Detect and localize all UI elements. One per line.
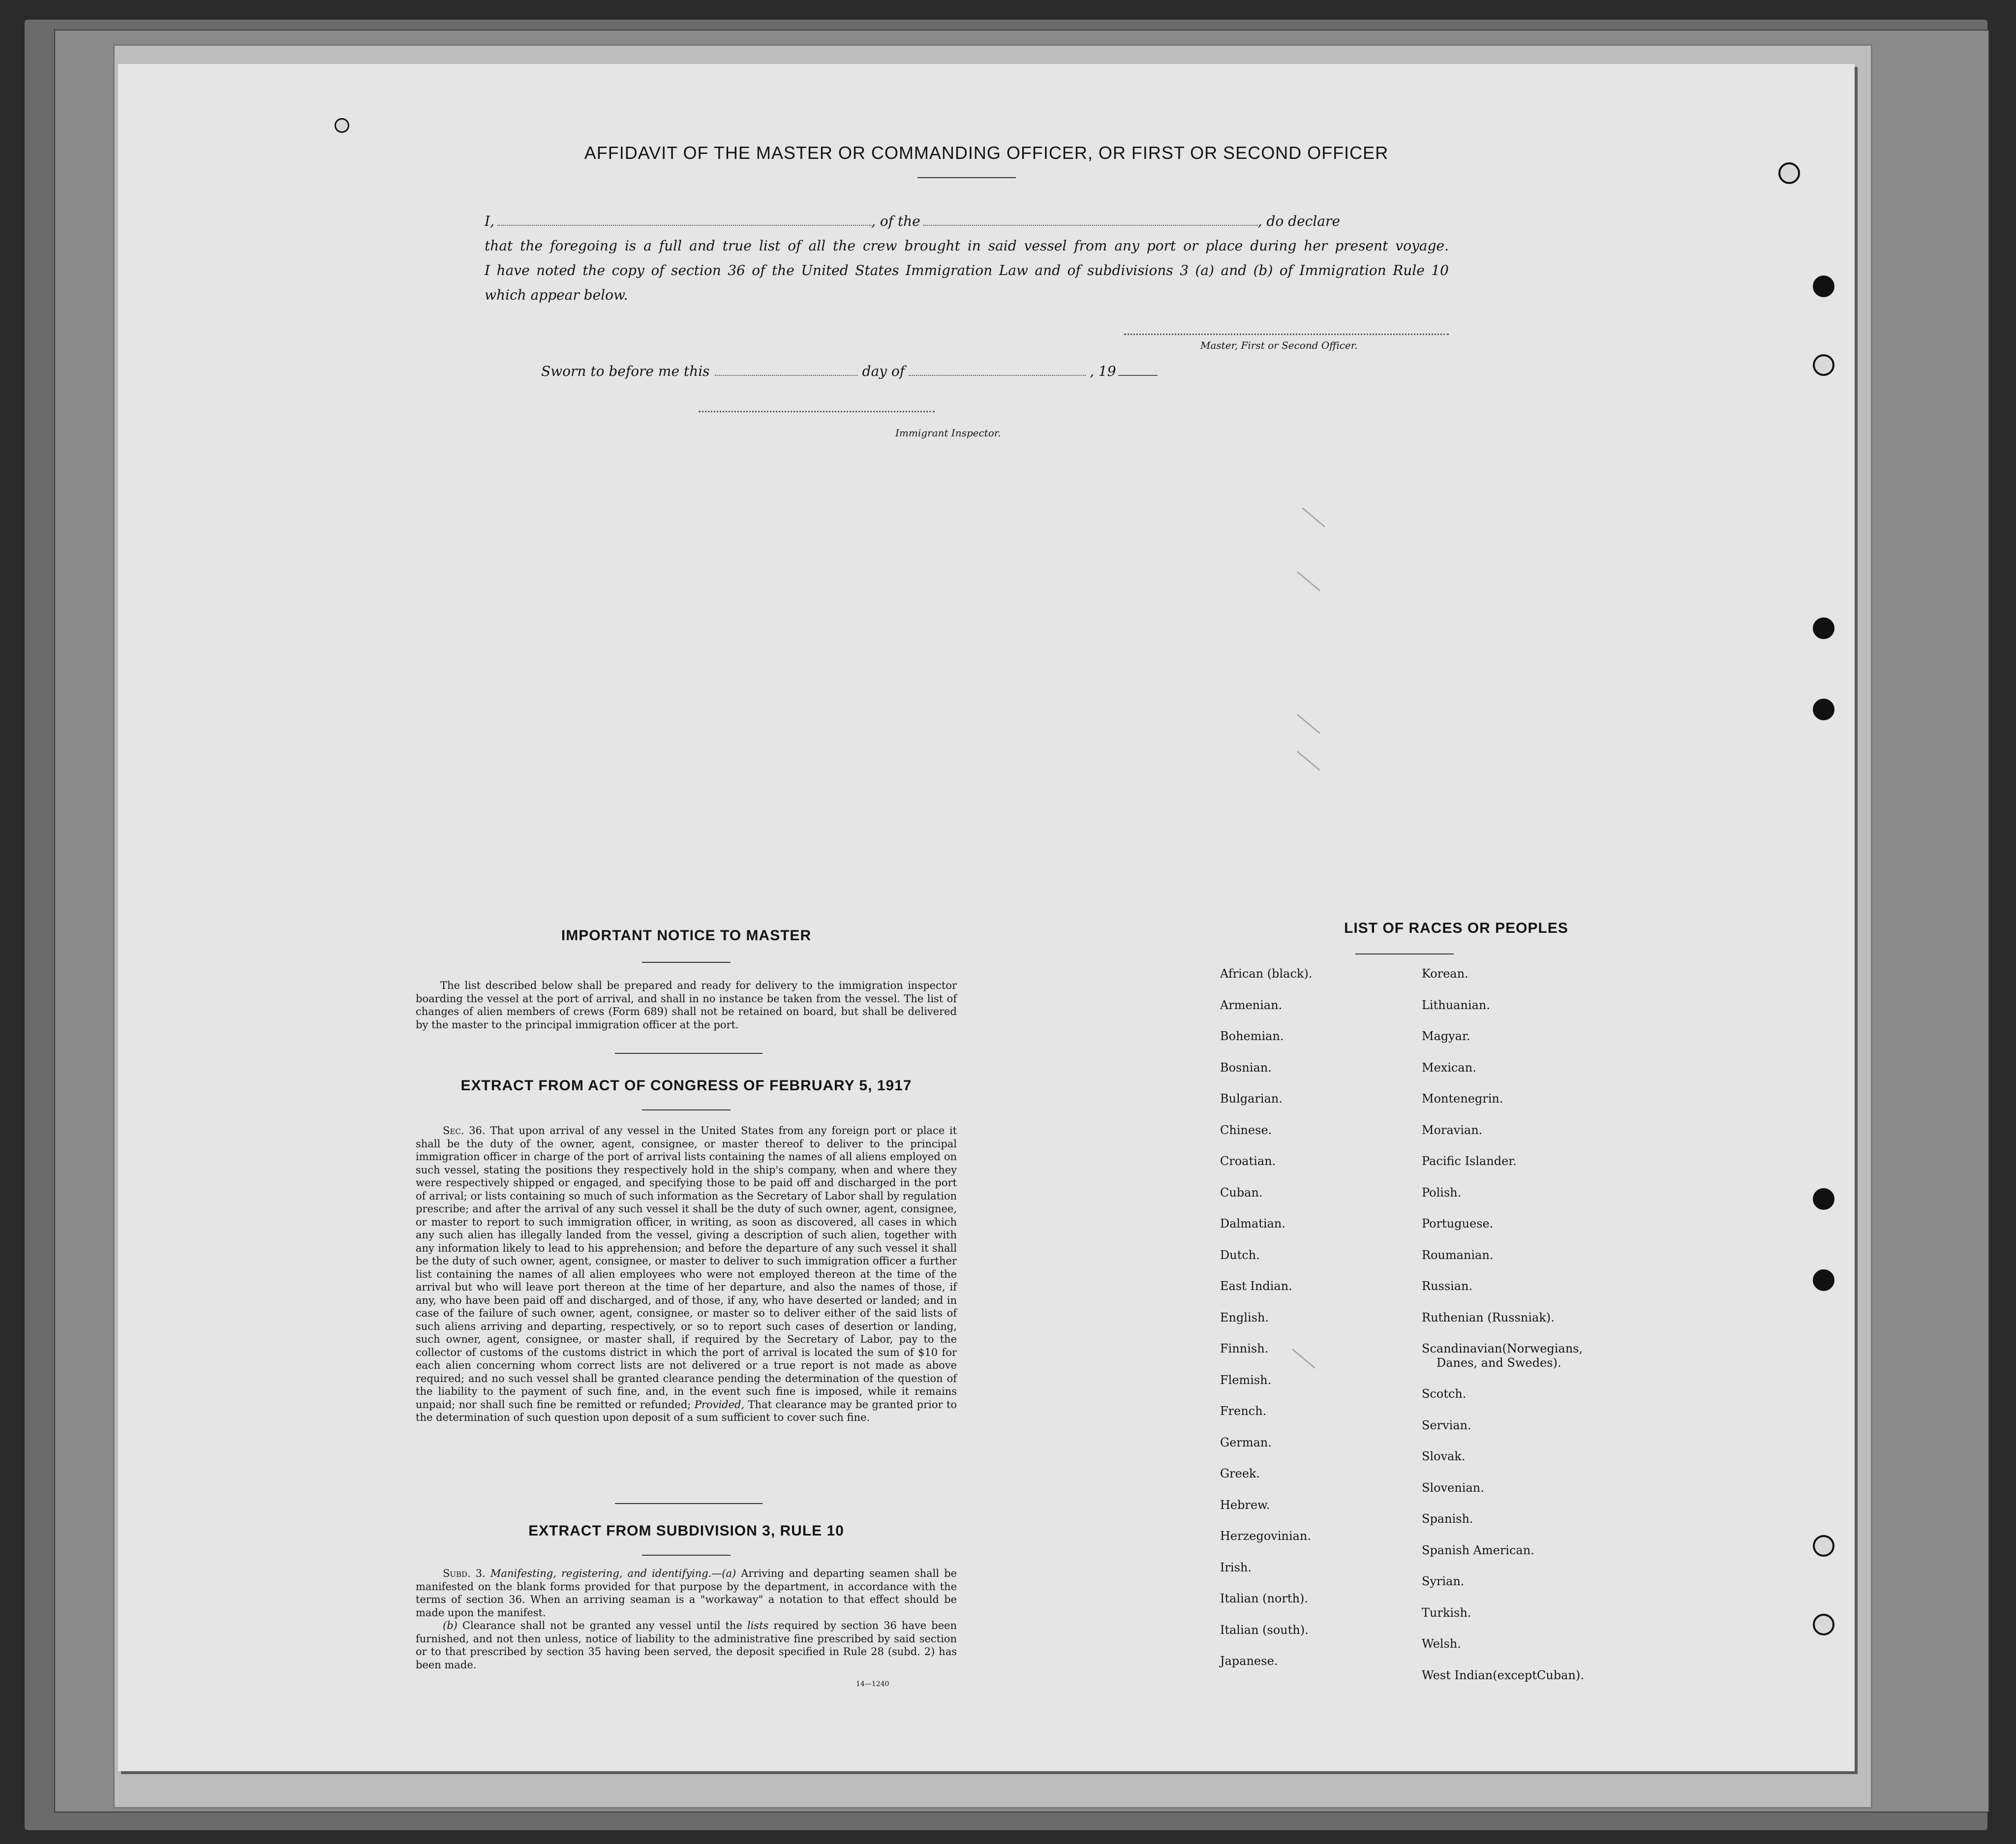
- binder-hole-icon: [1813, 354, 1834, 376]
- binder-hole-icon: [1813, 699, 1834, 720]
- master-signature-line: [1124, 334, 1449, 335]
- act-body-end: That clearance may be granted prior to the determination of such question upon deposit of a sum sufficient to cover such fine.: [416, 1398, 957, 1423]
- race-item: Italian (south).: [1220, 1623, 1309, 1637]
- subd-heading: Manifesting, registering, and identifying.—(a): [490, 1567, 736, 1579]
- race-item: Russian.: [1422, 1279, 1473, 1293]
- race-item: Irish.: [1220, 1560, 1252, 1574]
- race-item: Hebrew.: [1220, 1498, 1270, 1512]
- title-underline: [917, 177, 1016, 178]
- race-item: Ruthenian (Russniak).: [1422, 1310, 1555, 1324]
- race-item: Flemish.: [1220, 1373, 1272, 1387]
- race-item: Bulgarian.: [1220, 1092, 1283, 1106]
- bleed-mark: [1297, 714, 1320, 734]
- race-item: West Indian(exceptCuban).: [1422, 1668, 1584, 1682]
- race-item: Korean.: [1422, 967, 1468, 981]
- race-item: Welsh.: [1422, 1637, 1461, 1651]
- race-item: Turkish.: [1422, 1605, 1471, 1620]
- act-underline: [642, 1109, 731, 1110]
- para-b-2: required by section 36 have been furnished, and not then unless, notice of liability to the administrative fine prescribed by said section or to that prescribed by section 35 having been served, the deposit specified in Rule 28 (subd. 2) has been made.: [416, 1620, 957, 1671]
- provided-label: Provided,: [694, 1398, 745, 1411]
- race-item: East Indian.: [1220, 1279, 1292, 1293]
- race-item: Japanese.: [1220, 1654, 1278, 1668]
- race-item: Herzegovinian.: [1220, 1529, 1312, 1543]
- race-item: Spanish.: [1422, 1512, 1473, 1526]
- race-item: Scotch.: [1422, 1387, 1466, 1401]
- race-item: Scandinavian(Norwegians,: [1422, 1342, 1583, 1355]
- binder-hole-icon: [1813, 1188, 1834, 1210]
- race-item: Syrian.: [1422, 1574, 1465, 1589]
- binder-hole-icon: [1778, 162, 1800, 184]
- binder-hole-icon: [1813, 617, 1834, 639]
- para-b-lists: lists: [747, 1620, 769, 1631]
- rule-underline: [642, 1555, 731, 1556]
- race-item: Dalmatian.: [1220, 1217, 1286, 1230]
- sworn-prefix: Sworn to before me this: [541, 363, 710, 379]
- race-item: Servian.: [1422, 1418, 1471, 1432]
- race-item: African (black).: [1220, 967, 1313, 981]
- para-b-label: (b): [443, 1620, 458, 1631]
- inspector-caption: Immigrant Inspector.: [895, 427, 1001, 439]
- sworn-day-of: day of: [862, 363, 905, 379]
- rule-extract-text: [416, 1567, 957, 1671]
- race-item: Mexican.: [1422, 1060, 1476, 1075]
- race-item: Roumanian.: [1422, 1248, 1494, 1262]
- subd-label: Subd. 3.: [443, 1567, 486, 1579]
- subd-paragraph-a: [416, 1567, 957, 1619]
- race-item: German.: [1220, 1435, 1272, 1449]
- bleed-mark: [1297, 571, 1320, 591]
- affidavit-of-the: , of the: [871, 213, 920, 229]
- affidavit-i: I,: [485, 213, 494, 229]
- rule-extract-title: EXTRACT FROM SUBDIVISION 3, RULE 10: [528, 1523, 844, 1539]
- bleed-mark: [1292, 1349, 1315, 1369]
- document-page: [118, 64, 1855, 1771]
- race-item: Lithuanian.: [1422, 998, 1491, 1012]
- race-item: Magyar.: [1422, 1029, 1470, 1043]
- vessel-blank: [923, 225, 1258, 226]
- race-item: Dutch.: [1220, 1248, 1260, 1262]
- affidavit-line3: I have noted the copy of section 36 of the United States Immigration Law and of subdivisions 3 (a) and (b) of Immigration Rule 10: [485, 262, 1449, 278]
- master-caption: Master, First or Second Officer.: [1200, 339, 1358, 351]
- affidavit-line2: that the foregoing is a full and true list of all the crew brought in said vessel from any port or place during her present voyage.: [485, 238, 1449, 254]
- sworn-line: [541, 359, 1158, 384]
- subd-paragraph-b: [416, 1619, 957, 1671]
- races-underline: [1355, 953, 1454, 954]
- binder-hole-icon: [335, 118, 349, 133]
- sworn-year: , 19: [1090, 363, 1116, 379]
- race-item: English.: [1220, 1310, 1269, 1324]
- notice-title: IMPORTANT NOTICE TO MASTER: [561, 927, 812, 944]
- binder-hole-icon: [1813, 276, 1834, 297]
- para-a: Arriving and departing seamen shall be manifested on the blank forms provided for that purpose by the department, in accordance with the terms of section 36. When an arriving seaman is a "workaway" a notation to that effect should be made upon the manifest.: [416, 1567, 957, 1619]
- sworn-year-blank: [1118, 375, 1158, 376]
- race-item: Greek.: [1220, 1467, 1260, 1480]
- form-number: 14—1240: [856, 1680, 889, 1688]
- para-b-1: Clearance shall not be granted any vessel until the: [462, 1620, 742, 1631]
- race-item: Spanish American.: [1422, 1543, 1534, 1557]
- race-item: Bohemian.: [1220, 1029, 1284, 1043]
- race-item: Slovenian.: [1422, 1480, 1484, 1495]
- race-item: Bosnian.: [1220, 1060, 1272, 1075]
- race-item: Cuban.: [1220, 1185, 1263, 1199]
- race-item: Croatian.: [1220, 1154, 1276, 1168]
- race-item: Pacific Islander.: [1422, 1154, 1517, 1168]
- section-divider: [615, 1503, 763, 1504]
- race-item: Armenian.: [1220, 998, 1283, 1012]
- affidavit-line4: which appear below.: [485, 287, 628, 303]
- race-item: Slovak.: [1422, 1449, 1466, 1464]
- act-extract-text: [416, 1124, 957, 1424]
- inspector-signature-line: [699, 411, 935, 412]
- section-divider: [615, 1053, 763, 1054]
- sworn-month-blank: [909, 375, 1086, 376]
- name-blank: [497, 225, 871, 226]
- bleed-mark: [1302, 507, 1325, 527]
- notice-underline: [642, 962, 731, 963]
- race-item: French.: [1220, 1404, 1267, 1418]
- affidavit-line1: [485, 209, 1340, 234]
- binder-hole-icon: [1813, 1269, 1834, 1291]
- races-title: LIST OF RACES OR PEOPLES: [1344, 920, 1568, 936]
- sworn-day-blank: [715, 375, 857, 376]
- race-item: Danes, and Swedes).: [1436, 1355, 1561, 1370]
- race-item: Portuguese.: [1422, 1217, 1494, 1230]
- affidavit-do-declare: , do declare: [1257, 213, 1341, 229]
- bleed-mark: [1297, 751, 1320, 771]
- sec-label: Sec. 36.: [443, 1125, 486, 1137]
- race-item: Chinese.: [1220, 1123, 1272, 1137]
- race-item: Moravian.: [1422, 1123, 1483, 1137]
- notice-text: The list described below shall be prepared and ready for delivery to the immigration inspector boarding the vessel at the port of arrival, and shall in no instance be taken from the vessel. The list of changes of alien members of crews (Form 689) shall not be retained on board, but shall be delivered by the master to the principal immigration officer at the port.: [416, 980, 957, 1031]
- race-item: Montenegrin.: [1422, 1092, 1503, 1106]
- race-item: Polish.: [1422, 1185, 1462, 1199]
- binder-hole-icon: [1813, 1535, 1834, 1557]
- act-extract-title: EXTRACT FROM ACT OF CONGRESS OF FEBRUARY 5, 1917: [460, 1077, 912, 1094]
- binder-hole-icon: [1813, 1614, 1834, 1635]
- act-body: That upon arrival of any vessel in the United States from any foreign port or place it shall be the duty of the owner, agent, consignee, or master thereof to deliver to the principal immigration officer in charge of the port of arrival lists containing the names of all aliens employed on such vessel, stating the positions they respectively hold in the ship's company, when and where they were respectively shipped or engaged, and specifying those to be paid off and discharged in the port of arrival; or lists containing so much of such information as the Secretary of Labor shall by regulation prescribe; and after the arrival of any such vessel it shall be the duty of such owner, agent, consignee, or master to report to such immigration officer, in writing, as soon as discovered, all cases in which any such alien has illegally landed from the vessel, giving a description of such alien, together with any information likely to lead to his apprehension; and before the departure of any such vessel it shall be the duty of such owner, agent, consignee, or master to deliver to such immigration officer a further list containing the names of all alien employees who were not employed thereon at the time of the arrival but who will leave port thereon at the time of her departure, and also the names of those, if any, who have been paid off and discharged, and of those, if any, who have deserted or landed; and in case of the failure of such owner, agent, consignee, or master so to deliver either of the said lists of such aliens arriving and departing, respectively, or so to report such cases of desertion or landing, such owner, agent, consignee, or master shall, if required by the Secretary of Labor, pay to the collector of customs of the customs district in which the port of arrival is located the sum of $10 for each alien concerning whom correct lists are not delivered or a true report is not made as above required; and no such vessel shall be granted clearance pending the determination of the question of the liability to the payment of such fine, and, in the event such fine is imposed, while it remains unpaid; nor shall such fine be remitted or refunded;: [416, 1125, 957, 1411]
- race-item: Italian (north).: [1220, 1592, 1309, 1605]
- race-item: Finnish.: [1220, 1342, 1269, 1355]
- affidavit-title: AFFIDAVIT OF THE MASTER OR COMMANDING OFFICER, OR FIRST OR SECOND OFFICER: [584, 143, 1389, 163]
